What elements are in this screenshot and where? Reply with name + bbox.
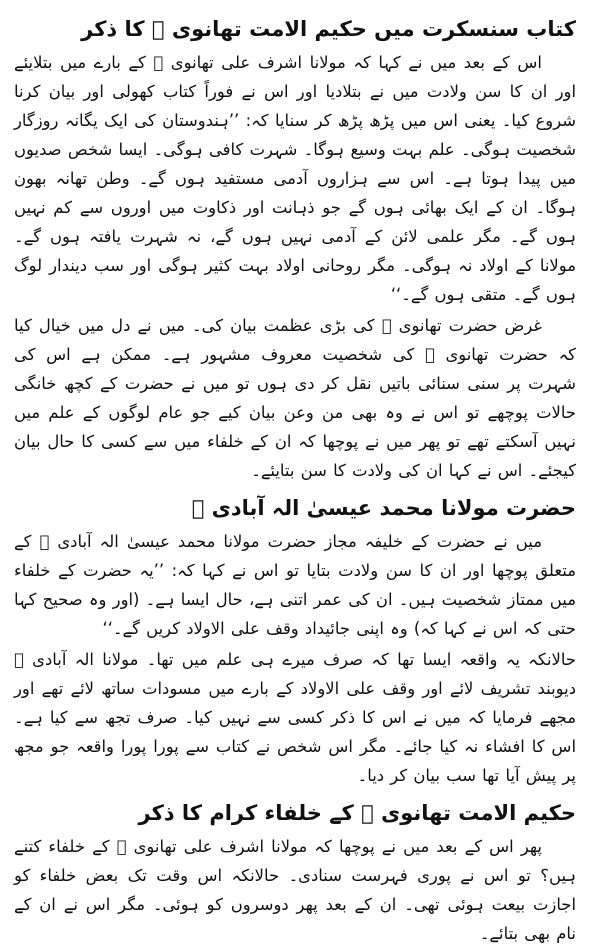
paragraph: پھر اس کے بعد میں نے پوچھا کہ مولانا اشرف علی تھانوی ﷫ کے خلفاء کتنے ہیں؟ تو اس نے پوری فہرست سنادی۔ حالانکہ اس وقت تک بعض خلفاء کو اجازت بیعت ہوئی تھی۔ ان کے بعد پھر دوسروں کو ہوئی۔ مگر اس نے ان کے نام بھی بتائے۔ <box>14 837 576 943</box>
section-sanskrit-book <box>14 14 576 485</box>
section-heading: حضرت مولانا محمد عیسیٰ الہ آبادی ﷫ <box>191 496 576 520</box>
paragraph: غرض حضرت تھانوی ﷫ کی بڑی عظمت بیان کی۔ میں نے دل میں خیال کیا کہ حضرت تھانوی ﷫ کی شخصیت معروف مشہور ہے۔ ممکن ہے اس کی شہرت پر سنی سنائی باتیں نقل کر دی ہوں تو میں نے حضرت کے کچھ خانگی حالات پوچھے تو اس نے وہ بھی من وعن بیان کیے جو عام لوگوں کے علم میں نہیں آسکتے تھے تو پھر میں نے پوچھا کہ ان کے خلفاء میں سے کسی کا حال بیان کیجئے۔ اس نے کہا ان کی ولادت کا سن بتایئے۔ <box>14 316 576 480</box>
section-khulafa <box>14 798 576 948</box>
section-maulana-isa <box>14 493 576 790</box>
paragraph: حالانکہ یہ واقعہ ایسا تھا کہ صرف میرے ہی علم میں تھا۔ مولانا الہ آبادی ﷫ دیوبند تشریف لائے اور وقف علی الاولاد کے بارے میں مسودات ساتھ لائے تھے اور مجھے فرمایا کہ میں نے اس کا ذکر کسی سے نہیں کیا۔ صرف تجھ سے کیا ہے۔ اس کا افشاء نہ کیا جائے۔ مگر اس شخص نے کتاب سے پورا پورا واقعہ جو مجھ پر پیش آیا تھا سب بیان کر دیا۔ <box>14 650 576 785</box>
section-heading: حکیم الامت تھانوی ﷫ کے خلفاء کرام کا ذکر <box>138 801 576 825</box>
section-heading: کتاب سنسکرت میں حکیم الامت تھانوی ﷫ کا ذکر <box>81 17 576 41</box>
paragraph: اس کے بعد میں نے کہا کہ مولانا اشرف علی تھانوی ﷫ کے بارے میں بتلایئے اور ان کا سن ولادت میں نے بتلادیا اور اس نے فوراً کتاب کھولی اور بیان کرنا شروع کیا۔ یعنی اس میں پڑھ پڑھ کر سنایا کہ: ’’ہندوستان کی ایک یگانہ روزگار شخصیت ہوگی۔ علم بہت وسیع ہوگا۔ شہرت کافی ہوگی۔ ایسا شخص صدیوں میں پیدا ہوتا ہے۔ اس سے ہزاروں آدمی مستفید ہوں گے۔ وطن تھانہ بھون ہوگا۔ ان کے ایک بھائی ہوں گے جو ذہانت اور ذکاوت میں اوروں سے کم نہیں ہوں گے۔ مگر علمی لائن کے آدمی نہیں ہوں گے، نہ شہرت یافتہ ہوں گے۔ مولانا کے اولاد نہ ہوگی۔ مگر روحانی اولاد بہت کثیر ہوگی اور سب دیندار لوگ ہوں گے۔ متقی ہوں گے۔‘‘ <box>14 53 576 304</box>
paragraph: میں نے حضرت کے خلیفہ مجاز حضرت مولانا محمد عیسیٰ الہ آبادی ﷫ کے متعلق پوچھا اور ان کا سن ولادت بتایا تو اس نے کہا کہ: ’’یہ حضرت کے خلفاء میں ممتاز شخصیت ہیں۔ ان کی عمر اتنی ہے، حال ایسا ہے۔ (اور وہ صحیح کہا حتی کہ اس نے کہا کہ) وہ اپنی جائیداد وقف علی الاولاد کریں گے۔‘‘ <box>14 532 576 638</box>
